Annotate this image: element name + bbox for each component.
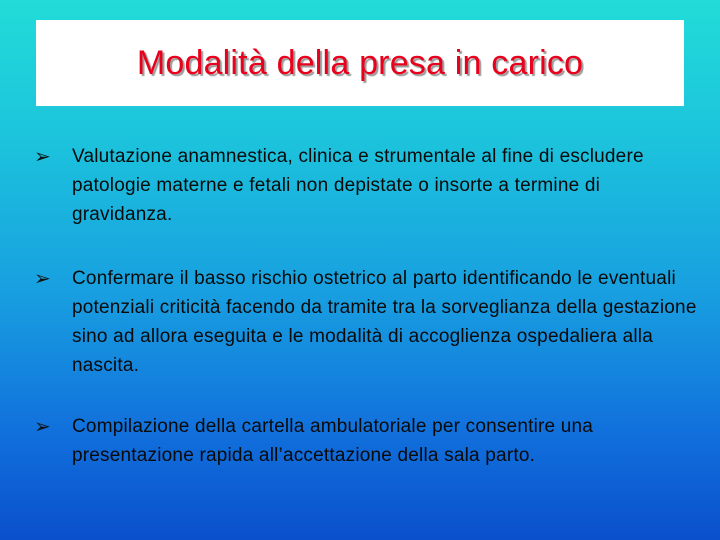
- arrow-bullet-icon: ➢: [34, 144, 51, 168]
- slide-title: Modalità della presa in carico: [136, 43, 584, 82]
- bullet-item: [34, 264, 702, 380]
- bullet-text: Valutazione anamnestica, clinica e strumentale al fine di escludere patologie materne e fetali non depistate o insorte a termine di gravidanza.: [72, 146, 644, 225]
- title-box: [36, 20, 684, 106]
- bullet-item: [34, 412, 702, 470]
- arrow-bullet-icon: ➢: [34, 266, 51, 290]
- bullet-text: Confermare il basso rischio ostetrico al parto identificando le eventuali potenziali criticità facendo da tramite tra la sorveglianza della gestazione sino ad allora eseguita e le modalità di accoglienza ospedaliera alla nascita.: [72, 268, 697, 376]
- bullet-text: Compilazione della cartella ambulatoriale per consentire una presentazione rapida all’accettazione della sala parto.: [72, 416, 594, 466]
- bullet-item: [34, 142, 702, 229]
- arrow-bullet-icon: ➢: [34, 414, 51, 438]
